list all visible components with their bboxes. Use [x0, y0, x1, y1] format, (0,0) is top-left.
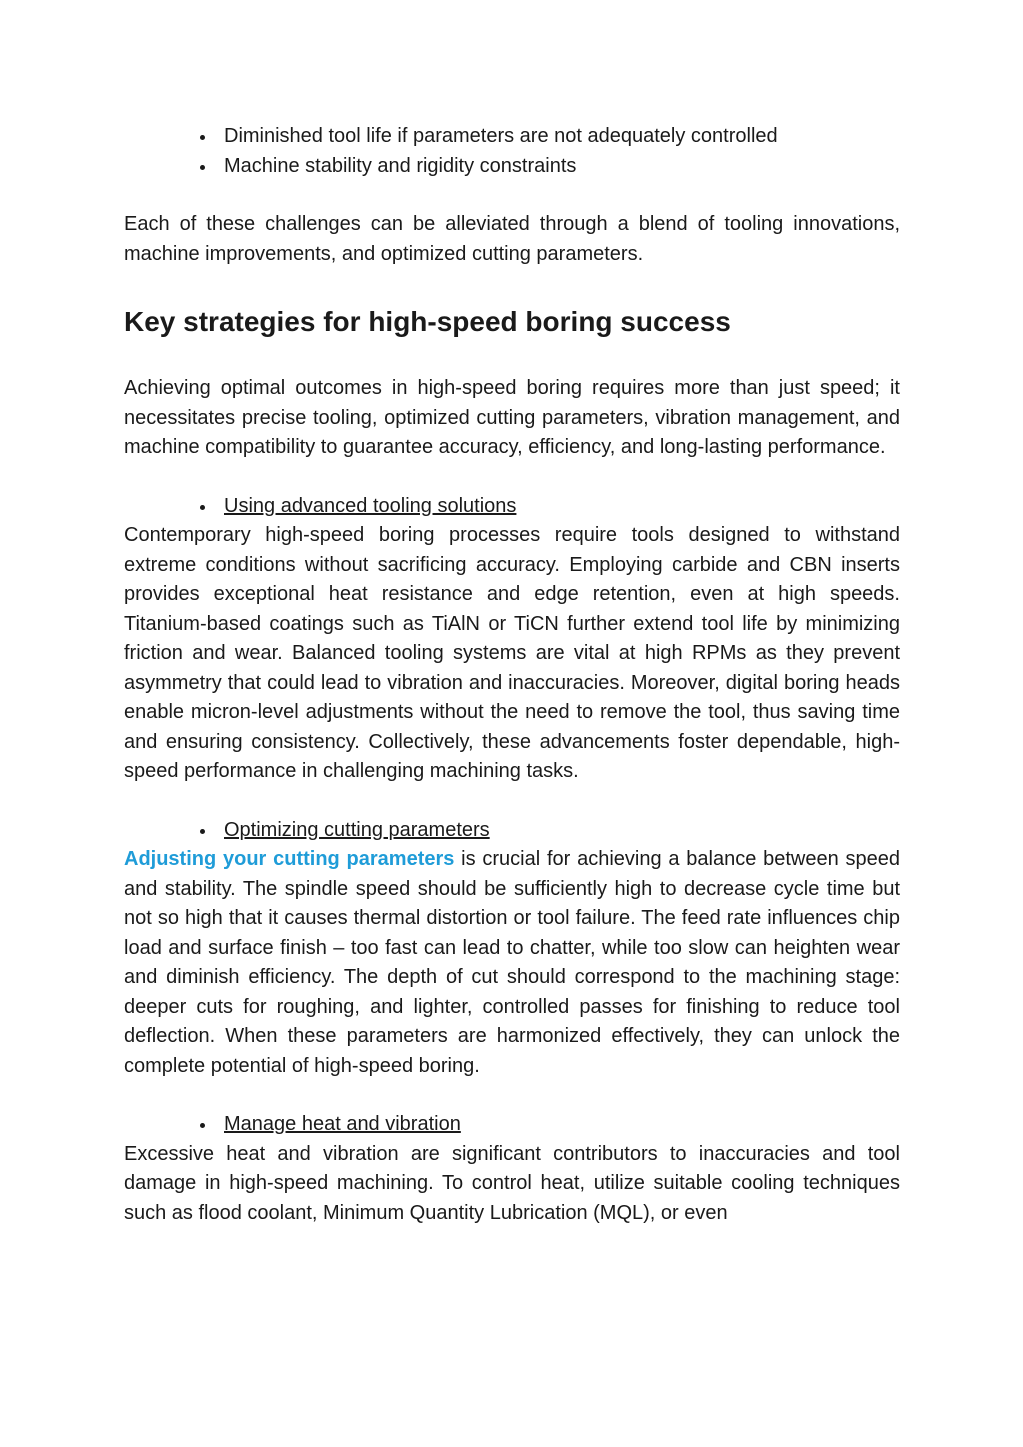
- strategy-heading-heat: [124, 1110, 900, 1140]
- strategy-body-tooling: Contemporary high-speed boring processes require tools designed to withstand extreme conditions without sacrificing accuracy. Employing carbide and CBN inserts provides exceptional heat resistance and edge retention, even at high speeds. Titanium-based coatings such as TiAlN or TiCN further extend tool life by minimizing friction and wear. Balanced tooling systems are vital at high RPMs as they prevent asymmetry that could lead to vibration and inaccuracies. Moreover, digital boring heads enable micron-level adjustments without the need to remove the tool, thus saving time and ensuring consistency. Collectively, these advancements foster dependable, high-speed performance in challenging machining tasks.: [124, 524, 900, 782]
- strategy-body-heat: Excessive heat and vibration are significant contributors to inaccuracies and tool damage in high-speed machining. To control heat, utilize suitable cooling techniques such as flood coolant, Minimum Quantity Lubrication (MQL), or even: [124, 1142, 900, 1224]
- strategy-heading-tooling: [124, 492, 900, 522]
- section-intro-paragraph: Achieving optimal outcomes in high-speed boring requires more than just speed; it necessitates precise tooling, optimized cutting parameters, vibration management, and machine compatibility to guarantee accuracy, efficiency, and long-lasting performance.: [124, 377, 900, 458]
- bullet-text: Machine stability and rigidity constraints: [224, 154, 577, 177]
- bullet-dot-icon: [200, 505, 205, 510]
- strategy-body-parameters: [124, 845, 900, 1081]
- strategy-title-link[interactable]: Optimizing cutting parameters: [224, 818, 490, 841]
- bullet-text: Diminished tool life if parameters are not adequately controlled: [224, 125, 778, 147]
- bullet-dot-icon: [200, 829, 205, 834]
- intro-bullet-list: [124, 122, 900, 181]
- adjusting-parameters-link[interactable]: Adjusting your cutting parameters: [124, 848, 455, 870]
- strategy-heading-parameters: [124, 816, 900, 846]
- section-heading: Key strategies for high-speed boring success: [124, 306, 731, 337]
- list-item: [124, 152, 900, 182]
- strategy-title-link[interactable]: Using advanced tooling solutions: [224, 494, 517, 517]
- challenges-paragraph: Each of these challenges can be alleviated through a blend of tooling innovations, machine improvements, and optimized cutting parameters.: [124, 213, 900, 265]
- list-item: [124, 122, 900, 152]
- strategy-body-text: is crucial for achieving a balance between speed and stability. The spindle speed should be sufficiently high to decrease cycle time but not so high that it causes thermal distortion or tool failure. The feed rate influences chip load and surface finish – too fast can lead to chatter, while too slow can heighten wear and diminish efficiency. The depth of cut should correspond to the machining stage: deeper cuts for roughing, and lighter, controlled passes for finishing to reduce tool deflection. When these parameters are harmonized effectively, they can unlock the complete potential of high-speed boring.: [124, 848, 900, 1077]
- strategy-title-link[interactable]: Manage heat and vibration: [224, 1113, 461, 1135]
- document-page: [124, 122, 900, 1228]
- bullet-dot-icon: [200, 165, 205, 170]
- bullet-dot-icon: [200, 135, 205, 140]
- bullet-dot-icon: [200, 1123, 205, 1128]
